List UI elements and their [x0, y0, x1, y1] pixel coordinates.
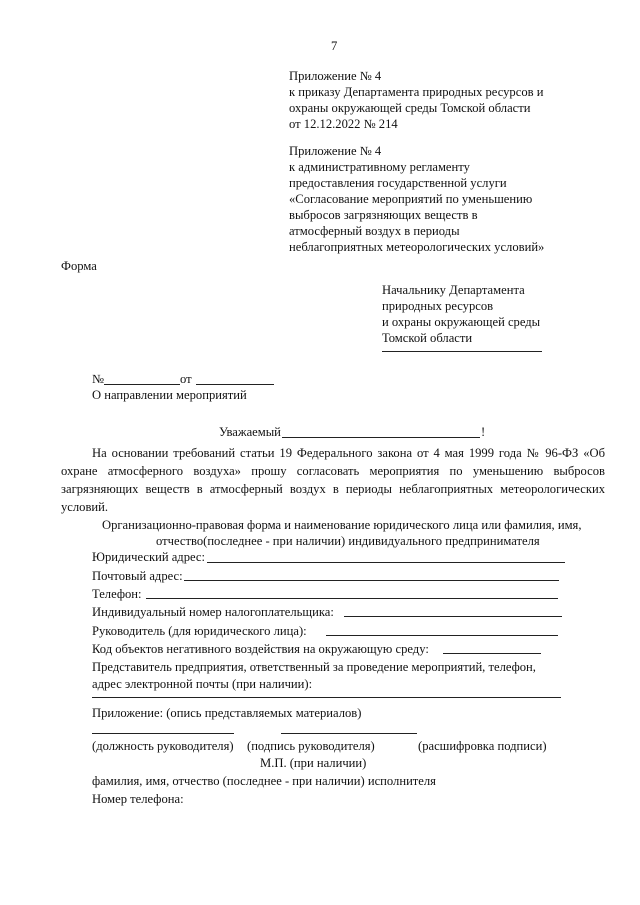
addressee-line: Томской области: [382, 331, 473, 345]
number-label: №: [92, 372, 105, 386]
appendix-line: к административному регламенту: [289, 160, 470, 174]
head-label: Руководитель (для юридического лица):: [92, 624, 307, 638]
org-caption-line: Организационно-правовая форма и наименование юридического лица или фамилия, имя,: [102, 518, 582, 532]
appendix-line: «Согласование мероприятий по уменьшению: [289, 192, 533, 206]
phone-field[interactable]: [146, 598, 558, 599]
inn-field[interactable]: [344, 616, 562, 617]
postal-address-field[interactable]: [184, 580, 559, 581]
document-date-field[interactable]: [196, 384, 274, 385]
body-line: загрязняющих веществ в атмосферный воздух в периоды неблагоприятных метеорологических: [61, 482, 605, 496]
greeting-name-field[interactable]: [282, 437, 480, 438]
executor-label: фамилия, имя, отчество (последнее - при наличии) исполнителя: [92, 774, 436, 788]
head-field[interactable]: [326, 635, 558, 636]
signature-caption: (подпись руководителя): [247, 739, 375, 753]
legal-address-field[interactable]: [207, 562, 565, 563]
appendix-line: Приложение № 4: [289, 69, 382, 83]
appendix-line: выбросов загрязняющих веществ в: [289, 208, 478, 222]
phone-label: Телефон:: [92, 587, 142, 601]
representative-field[interactable]: [92, 697, 561, 698]
body-line: охране атмосферного воздуха» прошу согласовать мероприятия по уменьшению выбросов: [61, 464, 605, 478]
appendix-line: атмосферный воздух в периоды: [289, 224, 460, 238]
addressee-line: Начальнику Департамента: [382, 283, 525, 297]
greeting-exclamation: !: [481, 425, 486, 439]
addressee-name-field[interactable]: [382, 351, 542, 352]
appendix-line: предоставления государственной услуги: [289, 176, 507, 190]
position-signature-line[interactable]: [92, 733, 234, 734]
inn-label: Индивидуальный номер налогоплательщика:: [92, 605, 334, 619]
date-label: от: [180, 372, 192, 386]
page-number: 7: [331, 39, 338, 53]
stamp-label: М.П. (при наличии): [260, 756, 367, 770]
greeting: Уважаемый: [219, 425, 281, 439]
representative-label: Представитель предприятия, ответственный за проведение мероприятий, телефон,: [92, 660, 536, 674]
legal-address-label: Юридический адрес:: [92, 550, 205, 564]
object-code-field[interactable]: [443, 653, 541, 654]
org-caption-line: отчество(последнее - при наличии) индивидуального предпринимателя: [156, 534, 540, 548]
subject-line: О направлении мероприятий: [92, 388, 247, 402]
appendix-line: к приказу Департамента природных ресурсов и: [289, 85, 544, 99]
position-caption: (должность руководителя): [92, 739, 234, 753]
appendix-line: от 12.12.2022 № 214: [289, 117, 398, 131]
addressee-line: и охраны окружающей среды: [382, 315, 541, 329]
postal-address-label: Почтовый адрес:: [92, 569, 183, 583]
executor-phone-label: Номер телефона:: [92, 792, 184, 806]
body-line: условий.: [61, 500, 109, 514]
appendix-line: Приложение № 4: [289, 144, 382, 158]
object-code-label: Код объектов негативного воздействия на окружающую среду:: [92, 642, 429, 656]
appendix-line: охраны окружающей среды Томской области: [289, 101, 531, 115]
document-number-field[interactable]: [104, 384, 180, 385]
signature-line[interactable]: [281, 733, 417, 734]
addressee-line: природных ресурсов: [382, 299, 494, 313]
body-line: На основании требований статьи 19 Федерального закона от 4 мая 1999 года № 96-ФЗ «Об: [92, 446, 605, 460]
representative-label-continued: адрес электронной почты (при наличии):: [92, 677, 313, 691]
attachment-label: Приложение: (опись представляемых материалов): [92, 706, 362, 720]
appendix-line: неблагоприятных метеорологических условий»: [289, 240, 545, 254]
decoding-caption: (расшифровка подписи): [418, 739, 547, 753]
form-label: Форма: [61, 259, 97, 273]
